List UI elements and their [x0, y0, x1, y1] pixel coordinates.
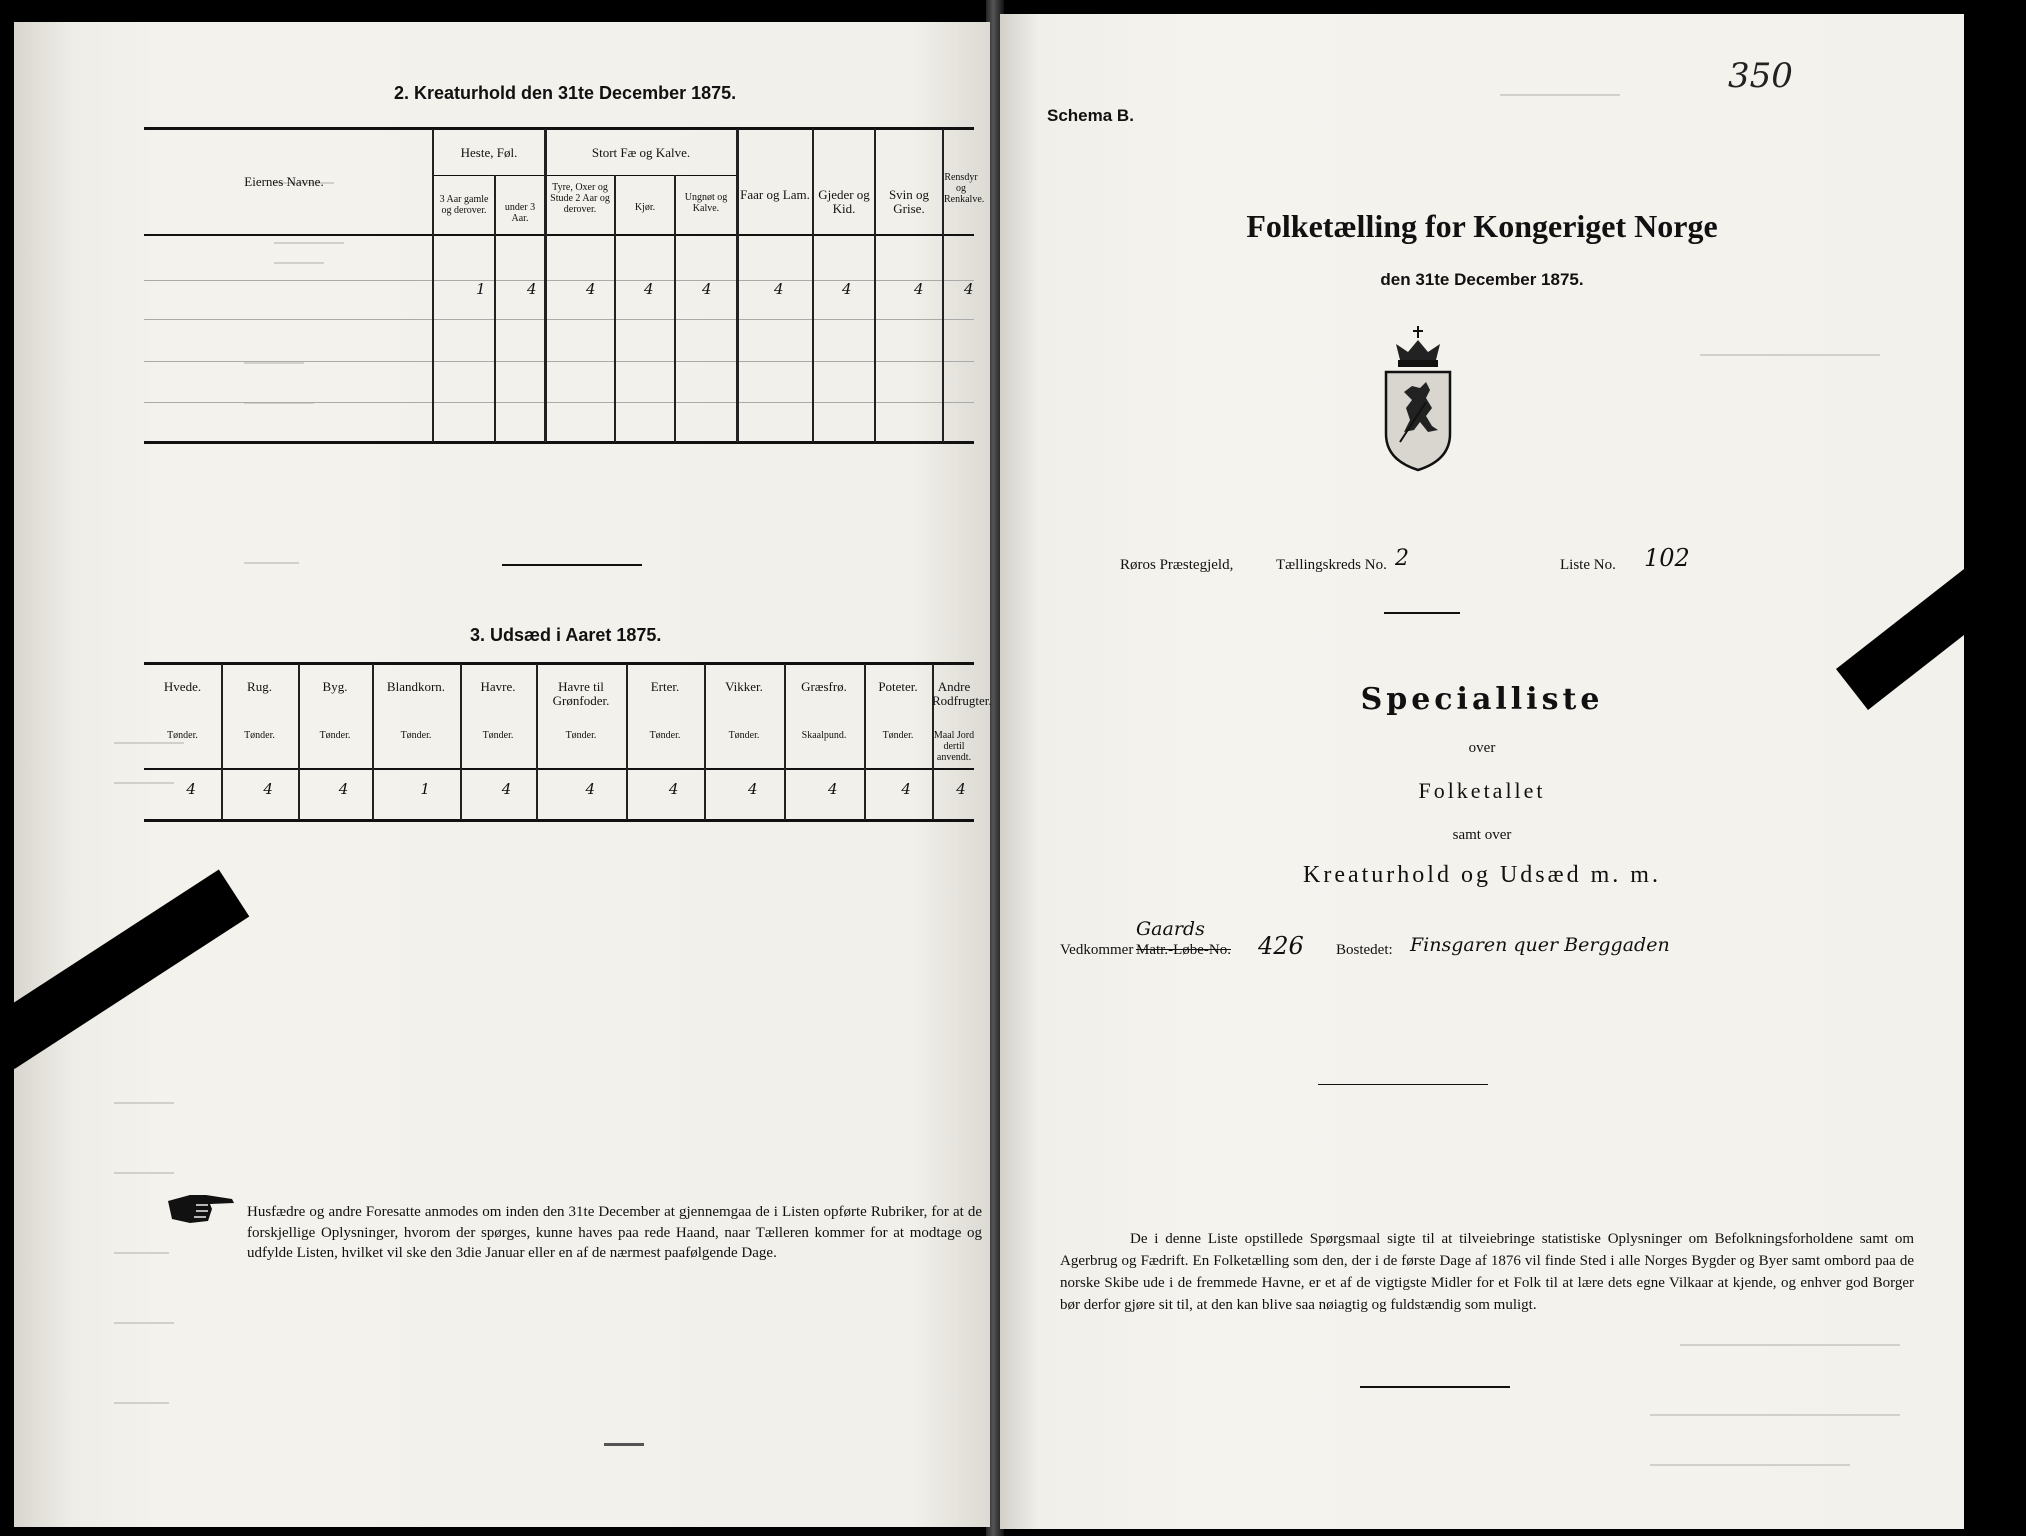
section-2-title: 2. Kreaturhold den 31te December 1875. — [394, 83, 737, 103]
seed-value: 4 — [186, 780, 196, 798]
livestock-value: 4 — [774, 280, 784, 298]
specialliste-heading: Specialliste — [1360, 682, 1604, 717]
seed-header: Vikker. — [725, 679, 763, 694]
livestock-value: 1 — [476, 280, 486, 298]
right-page — [1000, 14, 1964, 1529]
header-goats: Gjeder og Kid. — [818, 187, 870, 216]
seed-unit: Maal Jord dertil anvendt. — [933, 730, 975, 763]
seed-value: 4 — [263, 780, 273, 798]
seed-value: 4 — [501, 780, 512, 798]
folketallet-heading: Folketallet — [1418, 778, 1546, 803]
census-date: den 31te December 1875. — [1380, 270, 1584, 289]
schema-label: Schema B. — [1047, 106, 1134, 125]
coat-of-arms-icon — [1380, 322, 1456, 472]
livestock-value: 4 — [644, 280, 654, 298]
matr-value: 426 — [1258, 932, 1304, 960]
notice-text: Husfædre og andre Foresatte anmodes om inden den 31te December at gjennemgaa de i Listen opførte Rubriker, for at de forskjellige Oplysninger, hvorom der spørges, kunne haves paa rede Haand, naar Tælleren kommer for at modtage og udfylde Listen, hvilket vil ske den 3die Januar eller en af de nærmest paafølgende Dage. — [247, 1204, 982, 1261]
seed-header: Græsfrø. — [801, 679, 847, 694]
livestock-value: 4 — [586, 280, 596, 298]
seed-unit: Tønder. — [400, 730, 432, 741]
seed-header: Hvede. — [163, 679, 202, 694]
seed-value: 4 — [956, 780, 966, 798]
divider — [1360, 1386, 1510, 1388]
folio-number: 350 — [1728, 56, 1793, 96]
divider — [502, 564, 642, 566]
seed-unit: Tønder. — [244, 730, 275, 741]
livestock-value: 4 — [842, 280, 852, 298]
list-label: Liste No. — [1560, 557, 1616, 573]
vedkommer-label: Vedkommer — [1060, 942, 1134, 958]
header-horses-under3: under 3 Aar. — [504, 202, 536, 224]
seed-unit: Tønder. — [319, 730, 351, 741]
livestock-value: 4 — [702, 280, 712, 298]
parish-label: Røros Præstegjeld, — [1120, 557, 1234, 573]
seed-header: Andre Rodfrugter. — [932, 679, 992, 708]
page-title: Folketælling for Kongeriget Norge — [1246, 208, 1718, 244]
district-value: 2 — [1395, 546, 1409, 571]
list-value: 102 — [1644, 544, 1690, 572]
bostedet-label: Bostedet: — [1336, 942, 1393, 958]
header-bulls: Tyre, Oxer og Stude 2 Aar og derover. — [550, 182, 610, 215]
seed-header: Havre til Grønfoder. — [552, 679, 610, 708]
livestock-value: 4 — [914, 280, 924, 298]
seed-header: Byg. — [322, 679, 348, 694]
section-3-title: 3. Udsæd i Aaret 1875. — [470, 625, 662, 645]
seed-value: 1 — [420, 780, 430, 798]
seed-header: Poteter. — [878, 679, 918, 694]
header-pigs: Svin og Grise. — [888, 187, 930, 216]
seed-value: 4 — [585, 780, 596, 798]
header-owner-name: Eiernes Navne. — [244, 174, 324, 189]
kreaturhold-heading: Kreaturhold og Udsæd m. m. — [1303, 862, 1661, 888]
footer-text: De i denne Liste opstillede Spørgsmaal sigte til at tilveiebringe statistiske Oplysninger om Befolkningsforholdene samt om Agerbrug og Fædrift. En Folketælling som den, der i de første Dage af 1876 vil finde Sted i alle Norges Bygder og Byer samt ombord paa de norske Skibe ude i de fremmede Havne, er et af de vigtigste Midler for et Folk til at lære dets egne Vilkaar at kjende, og enhver god Borger bør derfor gjøre sit til, at den kan blive saa nøiagtig og fuldstændig som muligt. — [1060, 1231, 1914, 1313]
seed-value: 4 — [668, 780, 679, 798]
divider — [1318, 1084, 1488, 1085]
header-cows: Kjør. — [634, 202, 656, 213]
seed-header: Havre. — [480, 679, 516, 694]
seed-value: 4 — [748, 780, 758, 798]
matr-label: Matr.-Løbe-No. — [1136, 942, 1231, 958]
header-reindeer: Rensdyr og Renkalve. — [944, 172, 985, 205]
seed-value: 4 — [828, 780, 838, 798]
over-label: over — [1468, 740, 1496, 756]
district-label: Tællingskreds No. — [1276, 557, 1387, 573]
seed-header: Rug. — [247, 679, 272, 694]
vedkommer-insert: Gaards — [1136, 918, 1205, 940]
left-page — [14, 22, 990, 1527]
seed-value: 4 — [338, 780, 349, 798]
header-sheep: Faar og Lam. — [740, 187, 810, 202]
seed-header: Blandkorn. — [386, 679, 446, 694]
seed-unit: Tønder. — [649, 730, 681, 741]
seed-unit: Tønder. — [728, 730, 760, 741]
seed-unit: Tønder. — [565, 730, 597, 741]
seed-value: 4 — [901, 780, 911, 798]
divider — [604, 1443, 644, 1446]
marker-strip — [0, 870, 249, 1069]
seed-unit: Tønder. — [882, 730, 914, 741]
header-horses-3plus: 3 Aar gamle og derover. — [439, 194, 489, 216]
bostedet-value: Finsgaren quer Berggaden — [1410, 934, 1670, 956]
pointing-hand-icon — [166, 1187, 238, 1229]
header-horses: Heste, Føl. — [460, 145, 518, 160]
livestock-value: 4 — [964, 280, 974, 298]
seed-unit: Skaalpund. — [801, 730, 847, 741]
header-cattle: Stort Fæ og Kalve. — [591, 145, 691, 160]
divider — [1384, 612, 1460, 614]
seed-header: Erter. — [650, 679, 680, 694]
livestock-value: 4 — [527, 280, 537, 298]
seed-unit: Tønder. — [482, 730, 514, 741]
samt-over-label: samt over — [1452, 827, 1512, 843]
seed-unit: Tønder. — [167, 730, 198, 741]
header-young-cattle: Ungnøt og Kalve. — [684, 192, 728, 214]
